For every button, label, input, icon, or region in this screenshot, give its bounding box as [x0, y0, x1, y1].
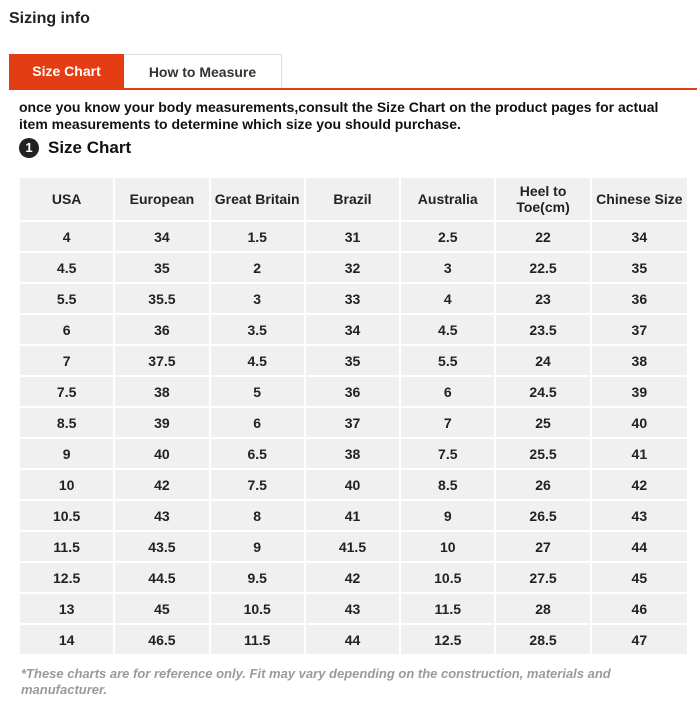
table-row	[20, 315, 687, 344]
table-cell: 44	[306, 625, 399, 654]
table-cell: 4	[20, 222, 113, 251]
table-cell: 46	[592, 594, 687, 623]
table-row	[20, 625, 687, 654]
table-cell: 40	[115, 439, 208, 468]
table-cell: 41.5	[306, 532, 399, 561]
table-cell: 8.5	[401, 470, 494, 499]
table-cell: 38	[115, 377, 208, 406]
table-cell: 5	[211, 377, 304, 406]
table-row	[20, 408, 687, 437]
table-row	[20, 563, 687, 592]
table-cell: 25	[496, 408, 589, 437]
section-title: Size Chart	[48, 138, 132, 157]
table-cell: 42	[306, 563, 399, 592]
table-cell: 34	[592, 222, 687, 251]
table-row	[20, 439, 687, 468]
table-cell: 4.5	[401, 315, 494, 344]
table-cell: 7.5	[20, 377, 113, 406]
table-row	[20, 253, 687, 282]
table-row	[20, 532, 687, 561]
table-cell: 44	[592, 532, 687, 561]
table-cell: 5.5	[20, 284, 113, 313]
table-cell: 3	[211, 284, 304, 313]
table-cell: 6	[211, 408, 304, 437]
column-header-great-britain: Great Britain	[211, 178, 304, 220]
table-cell: 32	[306, 253, 399, 282]
table-cell: 44.5	[115, 563, 208, 592]
table-cell: 26.5	[496, 501, 589, 530]
table-cell: 10	[20, 470, 113, 499]
table-cell: 43	[592, 501, 687, 530]
table-cell: 24.5	[496, 377, 589, 406]
table-cell: 10	[401, 532, 494, 561]
table-cell: 43	[115, 501, 208, 530]
disclaimer-note: *These charts are for reference only. Fit may vary depending on the construction, materials and manufacturer.	[21, 666, 611, 697]
table-cell: 34	[115, 222, 208, 251]
table-cell: 10.5	[20, 501, 113, 530]
table-cell: 43	[306, 594, 399, 623]
table-cell: 9	[211, 532, 304, 561]
table-cell: 35.5	[115, 284, 208, 313]
table-cell: 35	[306, 346, 399, 375]
table-cell: 33	[306, 284, 399, 313]
table-cell: 3	[401, 253, 494, 282]
table-cell: 7	[401, 408, 494, 437]
table-cell: 10.5	[401, 563, 494, 592]
tab-bar	[9, 54, 697, 90]
table-cell: 4.5	[20, 253, 113, 282]
table-cell: 9	[401, 501, 494, 530]
table-cell: 28.5	[496, 625, 589, 654]
table-cell: 36	[306, 377, 399, 406]
table-cell: 38	[592, 346, 687, 375]
table-cell: 40	[592, 408, 687, 437]
table-cell: 1.5	[211, 222, 304, 251]
tab-how-to-measure[interactable]: How to Measure	[124, 54, 282, 88]
column-header-chinese-size: Chinese Size	[592, 178, 687, 220]
table-cell: 4.5	[211, 346, 304, 375]
size-chart-table	[18, 176, 689, 656]
table-cell: 40	[306, 470, 399, 499]
table-cell: 9.5	[211, 563, 304, 592]
table-row	[20, 501, 687, 530]
table-cell: 45	[592, 563, 687, 592]
table-cell: 10.5	[211, 594, 304, 623]
section-heading	[19, 137, 131, 159]
table-cell: 24	[496, 346, 589, 375]
table-cell: 7	[20, 346, 113, 375]
table-row	[20, 377, 687, 406]
column-header-brazil: Brazil	[306, 178, 399, 220]
table-cell: 39	[115, 408, 208, 437]
table-row	[20, 470, 687, 499]
table-cell: 46.5	[115, 625, 208, 654]
table-cell: 8	[211, 501, 304, 530]
page-title: Sizing info	[9, 10, 90, 27]
table-cell: 42	[592, 470, 687, 499]
table-cell: 2	[211, 253, 304, 282]
table-cell: 3.5	[211, 315, 304, 344]
table-cell: 8.5	[20, 408, 113, 437]
table-cell: 41	[592, 439, 687, 468]
table-cell: 37	[306, 408, 399, 437]
table-cell: 37	[592, 315, 687, 344]
table-cell: 11.5	[211, 625, 304, 654]
table-cell: 39	[592, 377, 687, 406]
table-row	[20, 284, 687, 313]
table-cell: 2.5	[401, 222, 494, 251]
table-cell: 7.5	[401, 439, 494, 468]
column-header-heel-to-toe: Heel to Toe(cm)	[496, 178, 589, 220]
tab-size-chart[interactable]: Size Chart	[9, 54, 124, 88]
table-cell: 28	[496, 594, 589, 623]
table-cell: 6	[401, 377, 494, 406]
table-cell: 37.5	[115, 346, 208, 375]
table-cell: 31	[306, 222, 399, 251]
table-cell: 7.5	[211, 470, 304, 499]
table-cell: 43.5	[115, 532, 208, 561]
table-cell: 6	[20, 315, 113, 344]
table-cell: 14	[20, 625, 113, 654]
table-cell: 5.5	[401, 346, 494, 375]
column-header-usa: USA	[20, 178, 113, 220]
table-header-row	[20, 178, 687, 220]
column-header-australia: Australia	[401, 178, 494, 220]
table-cell: 11.5	[20, 532, 113, 561]
table-cell: 42	[115, 470, 208, 499]
table-cell: 13	[20, 594, 113, 623]
table-cell: 38	[306, 439, 399, 468]
table-cell: 22	[496, 222, 589, 251]
table-cell: 25.5	[496, 439, 589, 468]
table-cell: 12.5	[401, 625, 494, 654]
table-cell: 47	[592, 625, 687, 654]
table-row	[20, 594, 687, 623]
table-cell: 11.5	[401, 594, 494, 623]
table-body	[20, 222, 687, 654]
table-cell: 36	[592, 284, 687, 313]
table-cell: 35	[592, 253, 687, 282]
table-cell: 12.5	[20, 563, 113, 592]
table-row	[20, 222, 687, 251]
table-cell: 22.5	[496, 253, 589, 282]
table-cell: 27.5	[496, 563, 589, 592]
table-cell: 35	[115, 253, 208, 282]
table-cell: 23.5	[496, 315, 589, 344]
intro-text: once you know your body measurements,consult the Size Chart on the product pages for actual item measurements to determine which size you should purchase.	[19, 99, 659, 132]
table-cell: 23	[496, 284, 589, 313]
table-cell: 6.5	[211, 439, 304, 468]
table-cell: 41	[306, 501, 399, 530]
step-number-icon: 1	[19, 138, 39, 158]
table-cell: 9	[20, 439, 113, 468]
table-cell: 4	[401, 284, 494, 313]
table-cell: 45	[115, 594, 208, 623]
table-cell: 34	[306, 315, 399, 344]
table-row	[20, 346, 687, 375]
table-cell: 36	[115, 315, 208, 344]
table-cell: 26	[496, 470, 589, 499]
column-header-european: European	[115, 178, 208, 220]
table-cell: 27	[496, 532, 589, 561]
